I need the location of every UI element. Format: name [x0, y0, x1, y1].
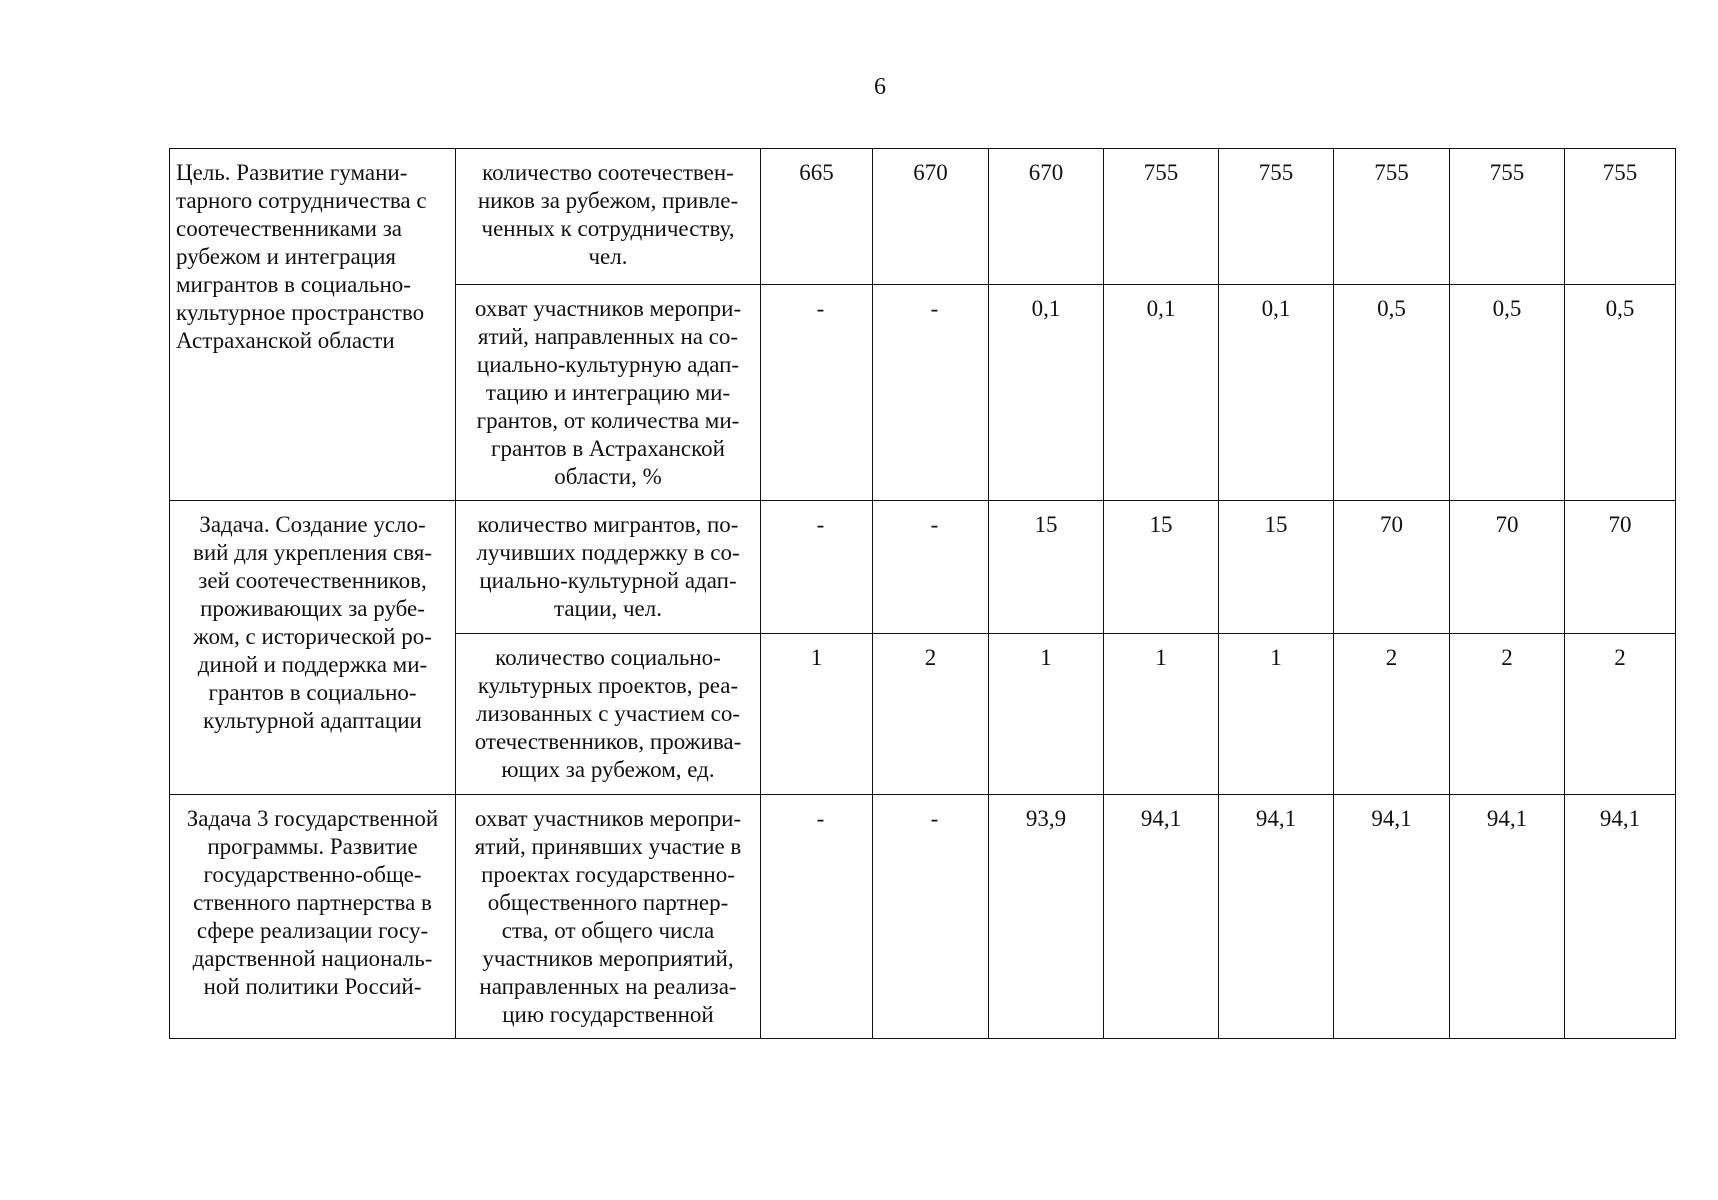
goal-line: тарного сотрудничества с — [176, 188, 427, 213]
table-row — [170, 501, 1676, 634]
value-cell: 2 — [1450, 634, 1565, 795]
indicator-line: количество социально- — [495, 645, 721, 670]
indicator-line: ников за рубежом, привле- — [477, 188, 739, 213]
goal-line: грантов в социально- — [208, 680, 417, 705]
value-cell: - — [761, 285, 873, 501]
goal-cell — [170, 501, 456, 795]
value-cell: 0,1 — [1219, 285, 1334, 501]
goal-line: Цель. Развитие гумани- — [176, 160, 408, 185]
indicator-line: области, % — [554, 464, 662, 489]
value-cell: 0,5 — [1450, 285, 1565, 501]
indicator-cell — [456, 795, 761, 1039]
table-body — [170, 149, 1676, 1039]
indicator-line: ятий, принявших участие в — [474, 834, 742, 859]
goal-line: вий для укрепления свя- — [192, 540, 433, 565]
indicators-table — [169, 148, 1676, 1039]
value-cell: 70 — [1450, 501, 1565, 634]
value-cell: 0,5 — [1334, 285, 1450, 501]
indicator-line: грантов в Астраханской — [491, 436, 725, 461]
goal-line: мигрантов в социально- — [176, 272, 411, 297]
goal-line: государственно-обще- — [203, 862, 422, 887]
goal-line: сфере реализации госу- — [196, 918, 429, 943]
value-cell: 755 — [1219, 149, 1334, 285]
value-cell: 755 — [1450, 149, 1565, 285]
value-cell: 665 — [761, 149, 873, 285]
indicator-line: проектах государственно- — [481, 862, 735, 887]
value-cell: 70 — [1334, 501, 1450, 634]
indicator-line: циально-культурной адап- — [479, 568, 737, 593]
goal-line: рубежом и интеграция — [176, 244, 396, 269]
value-cell: 94,1 — [1219, 795, 1334, 1039]
value-cell: 15 — [1104, 501, 1219, 634]
indicator-line: участников мероприятий, — [482, 946, 734, 971]
indicator-line: грантов, от количества ми- — [476, 408, 740, 433]
indicator-line: циально-культурную адап- — [476, 352, 740, 377]
value-cell: 1 — [1104, 634, 1219, 795]
value-cell: 670 — [989, 149, 1104, 285]
goal-line: культурной адаптации — [203, 708, 422, 733]
indicator-line: ства, от общего числа — [501, 918, 715, 943]
value-cell: 755 — [1565, 149, 1676, 285]
goal-cell — [170, 795, 456, 1039]
goal-line: Астраханской области — [176, 328, 395, 353]
indicator-line: цию государственной — [502, 1002, 714, 1027]
table-row — [170, 149, 1676, 285]
indicator-cell — [456, 501, 761, 634]
goal-line: ной политики Россий- — [203, 974, 422, 999]
value-cell: 0,5 — [1565, 285, 1676, 501]
indicator-line: охват участников меропри- — [474, 806, 742, 831]
goal-line: Задача. Создание усло- — [199, 512, 426, 537]
indicator-line: ющих за рубежом, ед. — [501, 757, 715, 782]
value-cell: 1 — [761, 634, 873, 795]
value-cell: 15 — [1219, 501, 1334, 634]
value-cell: 93,9 — [989, 795, 1104, 1039]
indicator-line: количество мигрантов, по- — [477, 512, 739, 537]
value-cell: 0,1 — [989, 285, 1104, 501]
indicator-line: количество соотечествен- — [482, 160, 734, 185]
indicator-line: тацию и интеграцию ми- — [485, 380, 731, 405]
value-cell: 15 — [989, 501, 1104, 634]
goal-line: жом, с исторической ро- — [193, 624, 432, 649]
value-cell: 2 — [1334, 634, 1450, 795]
value-cell: 755 — [1104, 149, 1219, 285]
value-cell: 1 — [989, 634, 1104, 795]
indicator-cell — [456, 285, 761, 501]
goal-line: зей соотечественников, — [198, 568, 427, 593]
goal-line: диной и поддержка ми- — [197, 652, 428, 677]
table-row — [170, 795, 1676, 1039]
indicator-line: чел. — [588, 244, 628, 269]
goal-line: дарственной националь- — [192, 946, 433, 971]
goal-cell — [170, 149, 456, 501]
value-cell: 94,1 — [1334, 795, 1450, 1039]
indicator-line: направленных на реализа- — [479, 974, 737, 999]
indicator-line: охват участников меропри- — [474, 296, 742, 321]
goal-line: проживающих за рубе- — [200, 596, 425, 621]
indicator-line: тации, чел. — [554, 596, 662, 621]
indicator-line: общественного партнер- — [487, 890, 729, 915]
goal-line: программы. Развитие — [207, 834, 418, 859]
indicator-line: лучивших поддержку в со- — [476, 540, 740, 565]
value-cell: 670 — [873, 149, 989, 285]
indicator-line: лизованных с участием со- — [475, 701, 740, 726]
value-cell: - — [873, 795, 989, 1039]
goal-line: ственного партнерства в — [193, 890, 432, 915]
goal-line: культурное пространство — [176, 300, 425, 325]
value-cell: 94,1 — [1450, 795, 1565, 1039]
value-cell: 0,1 — [1104, 285, 1219, 501]
value-cell: 1 — [1219, 634, 1334, 795]
indicator-line: ятий, направленных на со- — [477, 324, 739, 349]
goal-line: соотечественниками за — [176, 216, 403, 241]
indicator-cell — [456, 634, 761, 795]
value-cell: 755 — [1334, 149, 1450, 285]
indicator-line: культурных проектов, реа- — [477, 673, 739, 698]
value-cell: - — [761, 501, 873, 634]
indicator-line: отечественников, прожива- — [474, 729, 742, 754]
value-cell: 94,1 — [1104, 795, 1219, 1039]
value-cell: 2 — [873, 634, 989, 795]
page-number: 6 — [874, 74, 886, 100]
value-cell: 94,1 — [1565, 795, 1676, 1039]
indicator-cell — [456, 149, 761, 285]
value-cell: - — [761, 795, 873, 1039]
goal-line: Задача 3 государственной — [186, 806, 439, 831]
value-cell: 70 — [1565, 501, 1676, 634]
indicator-line: ченных к сотрудничеству, — [481, 216, 735, 241]
value-cell: 2 — [1565, 634, 1676, 795]
value-cell: - — [873, 501, 989, 634]
value-cell: - — [873, 285, 989, 501]
